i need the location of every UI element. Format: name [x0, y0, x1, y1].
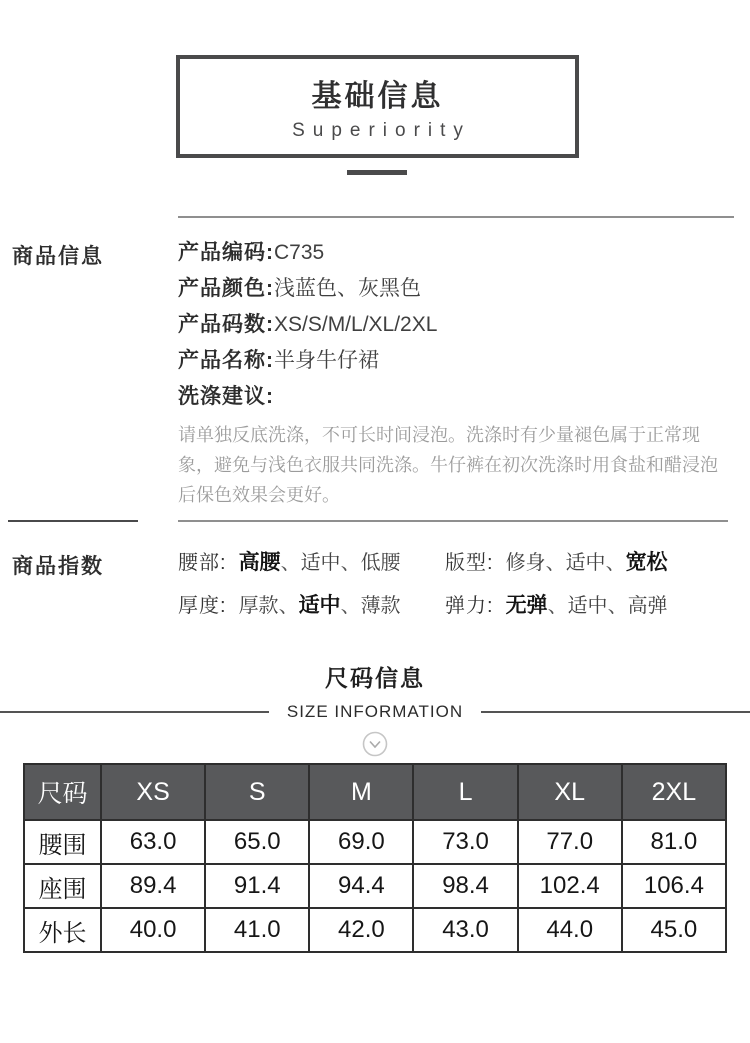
- section-label-product-info: 商品信息: [12, 245, 104, 268]
- size-table-row-hip: [24, 864, 726, 908]
- size-table-cell: 43.0: [413, 908, 517, 952]
- index-label: 弹力:: [445, 595, 494, 617]
- field-value: 半身牛仔裙: [274, 349, 379, 372]
- size-table-header-cell: S: [205, 764, 309, 820]
- size-table-cell: 106.4: [622, 864, 726, 908]
- product-index-side: [0, 520, 178, 621]
- size-table-header-cell: 尺码: [24, 764, 101, 820]
- index-option: 厚款: [238, 595, 279, 617]
- size-table-cell: 42.0: [309, 908, 413, 952]
- size-info-header: [0, 663, 750, 757]
- size-table-row-waist: [24, 820, 726, 864]
- product-detail-page: [0, 55, 750, 1043]
- option-separator: 、: [547, 595, 568, 617]
- size-table-cell: 94.4: [309, 864, 413, 908]
- index-option: 薄款: [360, 595, 401, 617]
- size-table-cell: 69.0: [309, 820, 413, 864]
- size-info-subtitle: SIZE INFORMATION: [286, 702, 464, 721]
- index-option: 适中: [300, 552, 341, 574]
- index-option: 适中: [567, 595, 608, 617]
- product-info-side: [0, 216, 178, 510]
- size-table-header-cell: L: [413, 764, 517, 820]
- size-table-cell: 44.0: [518, 908, 622, 952]
- size-table-row-length: [24, 908, 726, 952]
- index-option: 修身: [505, 552, 546, 574]
- option-separator: 、: [280, 552, 301, 574]
- size-table-header-cell: M: [309, 764, 413, 820]
- field-washing-advice: [178, 384, 734, 410]
- index-option: 适中: [565, 552, 606, 574]
- size-table-cell: 45.0: [622, 908, 726, 952]
- field-value: XS/S/M/L/XL/2XL: [274, 313, 438, 336]
- size-table-header-cell: XS: [101, 764, 205, 820]
- index-label: 版型:: [445, 552, 494, 574]
- subtitle-line-left: [0, 711, 269, 713]
- option-separator: 、: [605, 552, 626, 574]
- size-table-header-row: [24, 764, 726, 820]
- index-option: 高弹: [627, 595, 668, 617]
- field-label: 产品编码:: [178, 241, 274, 264]
- field-product-code: [178, 240, 734, 266]
- size-table-header-cell: 2XL: [622, 764, 726, 820]
- banner-dash-divider: [347, 170, 407, 175]
- option-separator: 、: [545, 552, 566, 574]
- index-group-thickness: [178, 591, 445, 621]
- size-table-cell: 102.4: [518, 864, 622, 908]
- chevron-down-icon: [0, 731, 750, 757]
- banner-subtitle: Superiority: [292, 120, 471, 141]
- size-table-cell: 40.0: [101, 908, 205, 952]
- field-product-name: [178, 348, 734, 374]
- field-value: 浅蓝色、灰黑色: [274, 277, 421, 300]
- size-table-row-label: 腰围: [24, 820, 101, 864]
- index-group-fit: [445, 548, 728, 578]
- option-separator: 、: [607, 595, 628, 617]
- size-table-cell: 98.4: [413, 864, 517, 908]
- option-separator: 、: [340, 552, 361, 574]
- field-label: 产品码数:: [178, 313, 274, 336]
- basic-info-banner: [176, 55, 579, 158]
- field-value: C735: [274, 241, 325, 264]
- section-label-product-index: 商品指数: [12, 555, 104, 578]
- index-group-waist: [178, 548, 445, 578]
- product-info-body: [178, 216, 734, 510]
- size-table-header-cell: XL: [518, 764, 622, 820]
- index-option: 低腰: [360, 552, 401, 574]
- subtitle-line-right: [481, 711, 750, 713]
- size-table-row-label: 座围: [24, 864, 101, 908]
- field-label: 洗涤建议:: [178, 385, 274, 408]
- product-index-body: [178, 520, 728, 621]
- size-table-cell: 91.4: [205, 864, 309, 908]
- size-table-row-label: 外长: [24, 908, 101, 952]
- size-table-cell: 77.0: [518, 820, 622, 864]
- banner-title: 基础信息: [311, 80, 444, 113]
- index-option-selected: 宽松: [625, 551, 668, 574]
- index-label: 腰部:: [178, 552, 227, 574]
- index-group-elasticity: [445, 591, 728, 621]
- size-table-cell: 65.0: [205, 820, 309, 864]
- option-separator: 、: [278, 595, 299, 617]
- size-table-cell: 73.0: [413, 820, 517, 864]
- index-option-selected: 适中: [298, 594, 341, 617]
- field-product-sizes: [178, 312, 734, 338]
- field-label: 产品名称:: [178, 349, 274, 372]
- size-table-cell: 81.0: [622, 820, 726, 864]
- size-info-title: 尺码信息: [325, 665, 425, 691]
- field-label: 产品颜色:: [178, 277, 274, 300]
- size-table-cell: 89.4: [101, 864, 205, 908]
- short-line-divider: [8, 520, 138, 522]
- field-product-color: [178, 276, 734, 302]
- size-table: [23, 763, 727, 953]
- index-label: 厚度:: [178, 595, 227, 617]
- size-info-subtitle-row: [0, 701, 750, 723]
- product-info-section: [0, 216, 750, 510]
- option-separator: 、: [340, 595, 361, 617]
- index-option-selected: 无弹: [505, 594, 548, 617]
- product-index-section: [0, 520, 750, 621]
- size-table-cell: 41.0: [205, 908, 309, 952]
- size-table-cell: 63.0: [101, 820, 205, 864]
- index-option-selected: 高腰: [238, 551, 281, 574]
- washing-note-text: 请单独反底洗涤，不可长时间浸泡。洗涤时有少量褪色属于正常现象，避免与浅色衣服共同洗涤。牛仔裤在初次洗涤时用食盐和醋浸泡后保色效果会更好。: [178, 425, 718, 505]
- index-grid: [178, 548, 728, 621]
